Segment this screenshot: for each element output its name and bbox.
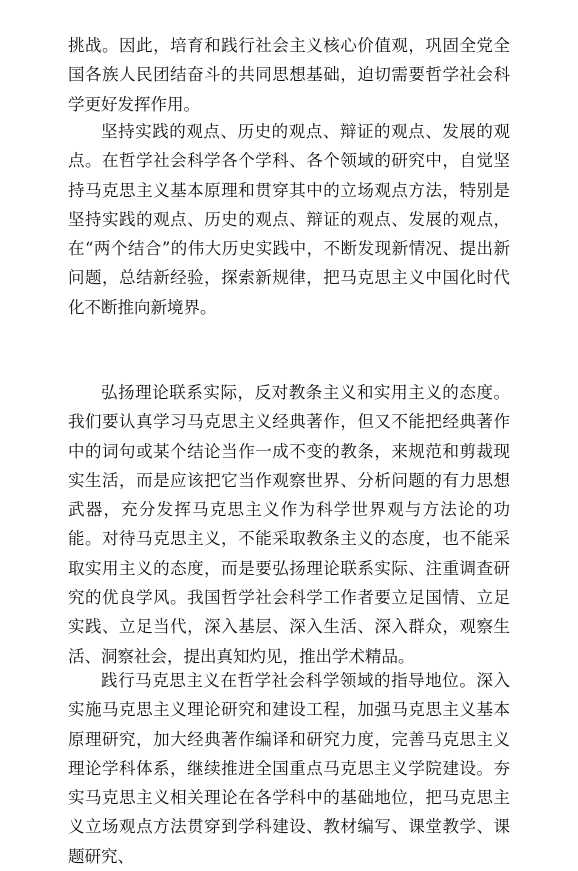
paragraph-practice-viewpoints: 坚持实践的观点、历史的观点、辩证的观点、发展的观点。在哲学社会科学各个学科、各个领域的研究中，自觉坚持马克思主义基本原理和贯穿其中的立场观点方法，特别是坚持实践的观点、历史的观点、辩证的观点、发展的观点，在“两个结合”的伟大历史实践中，不断发现新情况、提出新问题，总结新经验，探索新规律，把马克思主义中国化时代化不断推向新境界。 xyxy=(68,122,510,317)
paragraph-theory-practice: 弘扬理论联系实际，反对教条主义和实用主义的态度。我们要认真学习马克思主义经典著作，但又不能把经典著作中的词句或某个结论当作一成不变的教条，来规范和剪裁现实生活，而是应该把它当作观察世界、分析问题的有力思想武器，充分发挥马克思主义作为科学世界观与方法论的功能。对待马克思主义，不能采取教条主义的态度，也不能采取实用主义的态度，而是要弘扬理论联系实际、注重调查研究的优良学风。我国哲学社会科学工作者要立足国情、立足实践、立足当代，深入基层、深入生活、深入群众，观察生活、洞察社会，提出真知灼见，推出学术精品。 xyxy=(68,383,510,666)
paragraph-continuation: 挑战。因此，培育和践行社会主义核心价值观，巩固全党全国各族人民团结奋斗的共同思想基础，迫切需要哲学社会科学更好发挥作用。 xyxy=(68,36,510,114)
paragraph-guiding-position: 践行马克思主义在哲学社会科学领域的指导地位。深入实施马克思主义理论研究和建设工程，加强马克思主义基本原理研究，加大经典著作编译和研究力度，完善马克思主义理论学科体系，继续推进全国重点马克思主义学院建设。夯实马克思主义相关理论在各学科中的基础地位，把马克思主义立场观点方法贯穿到学科建设、教材编写、课堂教学、课题研究、 xyxy=(68,671,510,866)
